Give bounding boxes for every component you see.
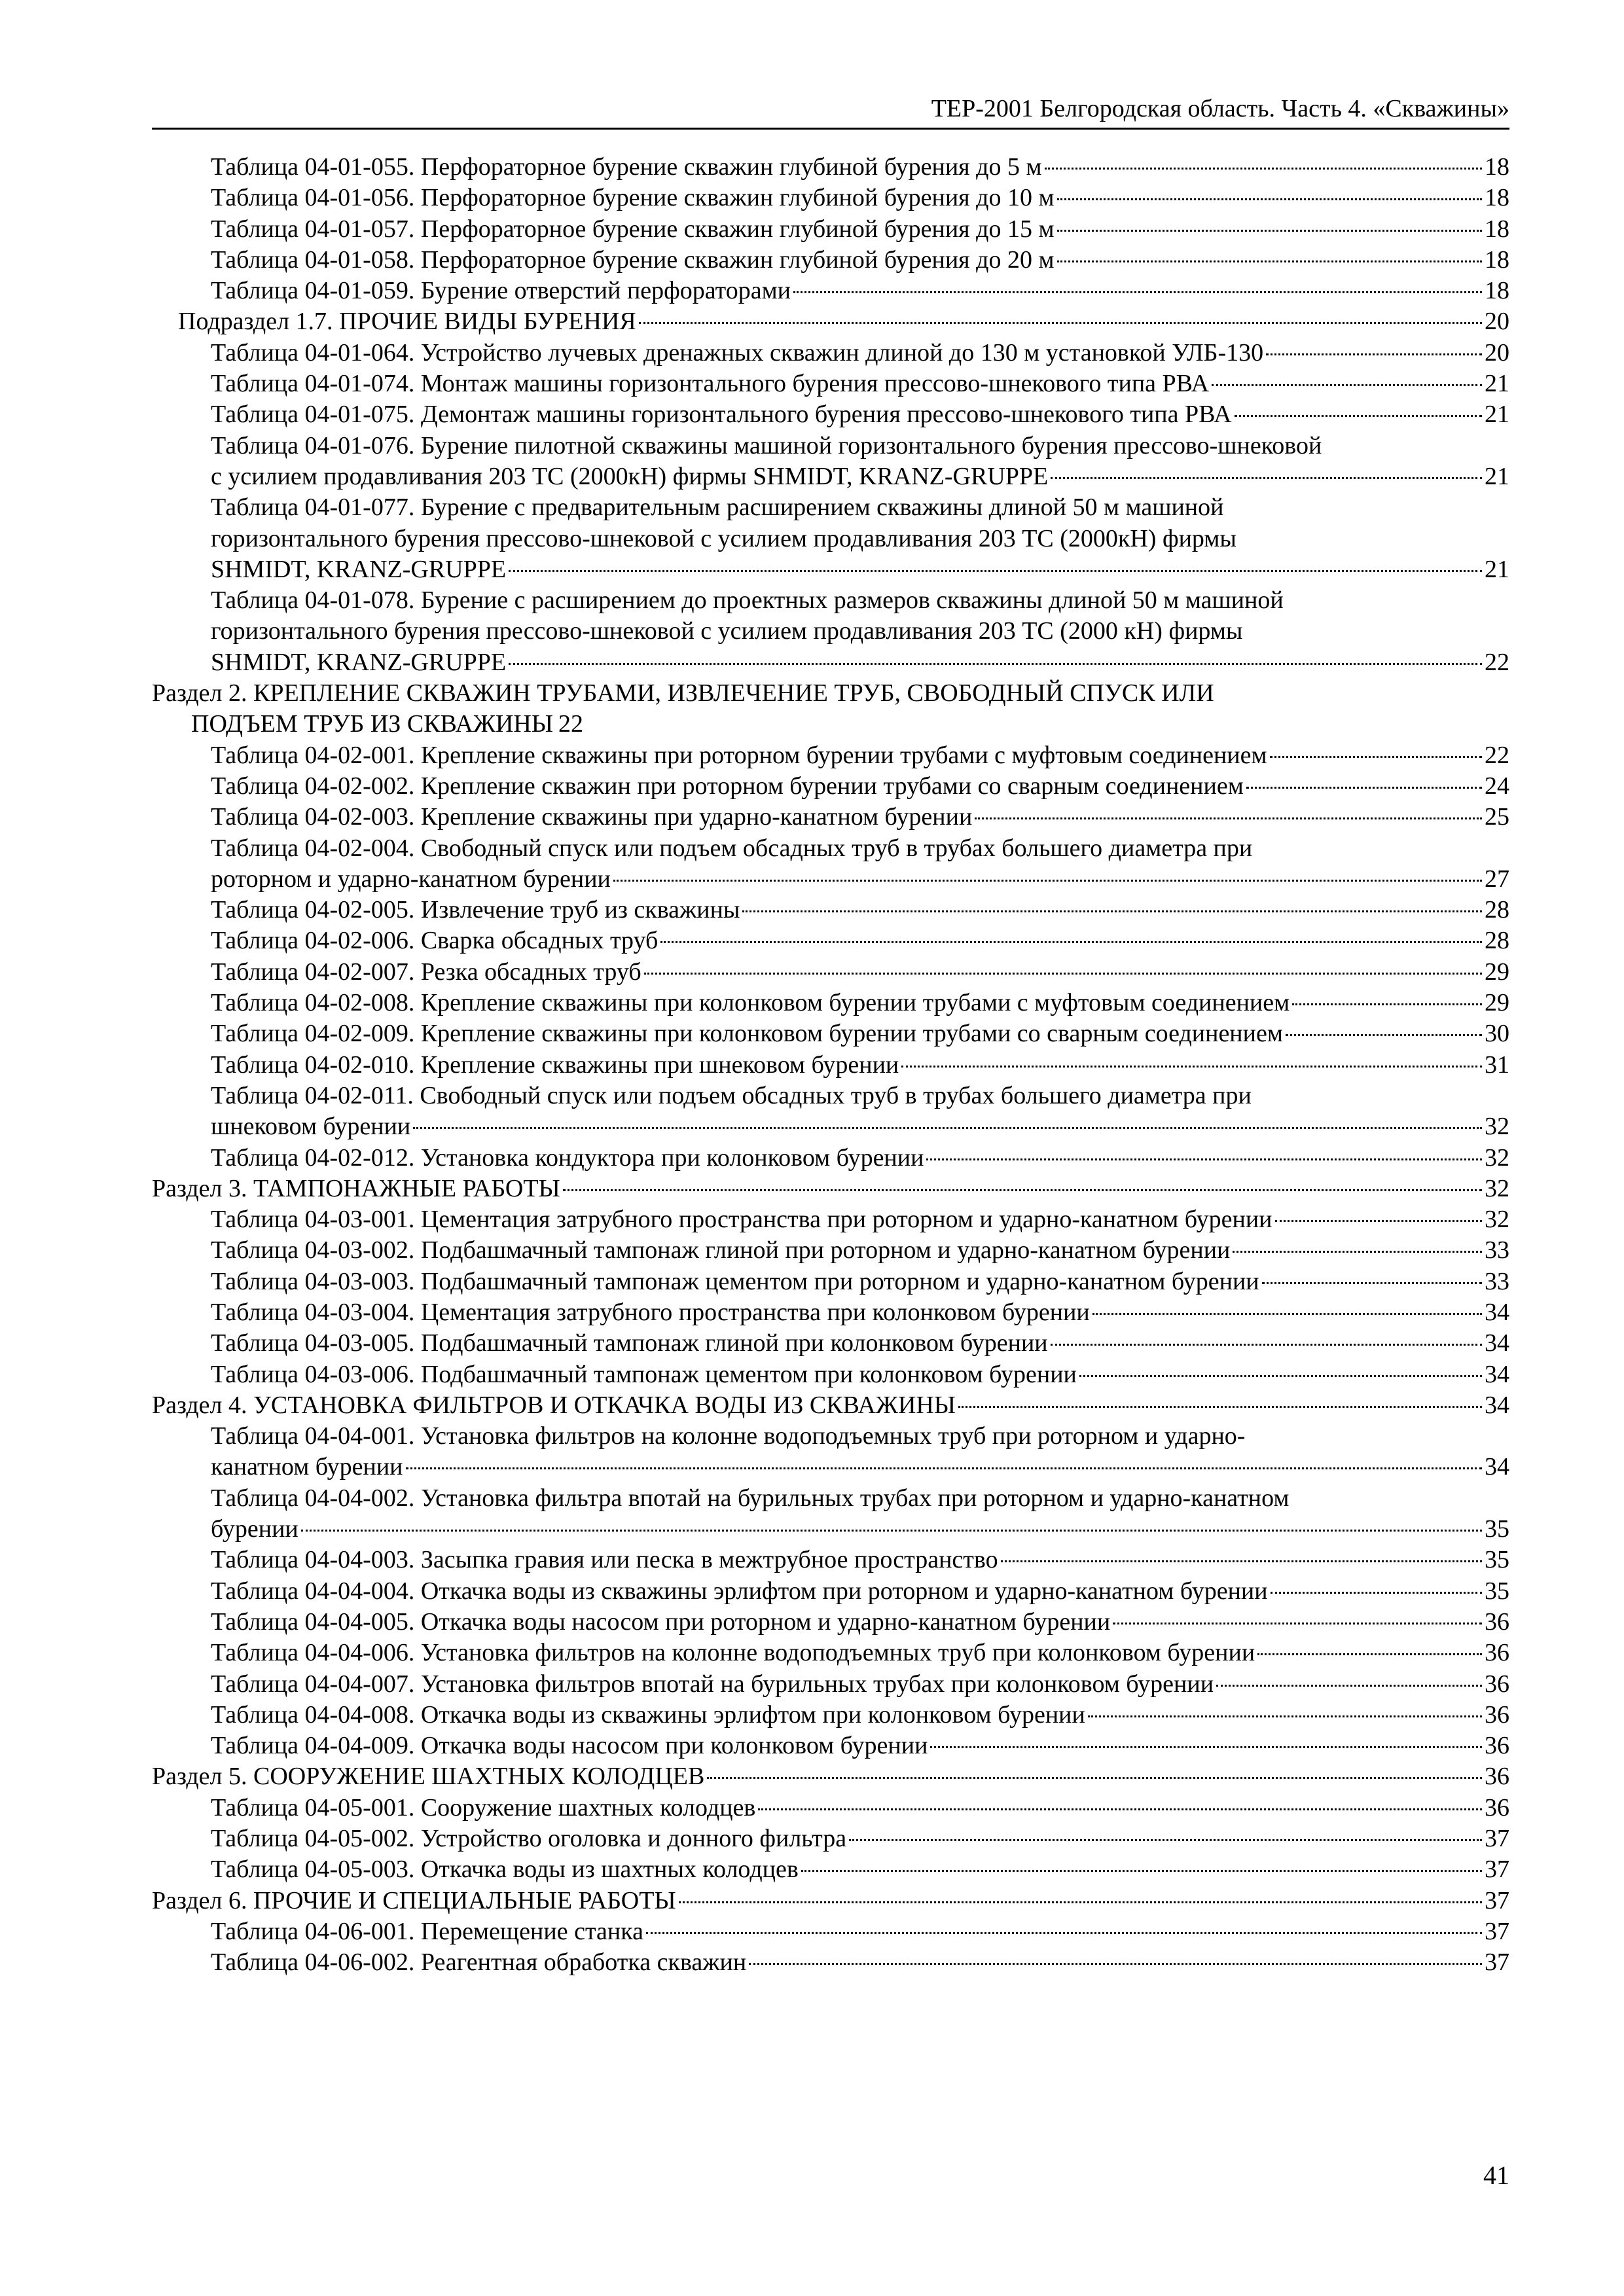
toc-entry-row (211, 152, 1509, 183)
toc-page-number: 36 (1485, 1700, 1509, 1729)
dot-leader (301, 1530, 1482, 1532)
toc-entry-title: шнековом бурении (211, 1113, 411, 1141)
toc-entry-title: Таблица 04-02-006. Сварка обсадных труб (211, 927, 659, 955)
toc-entry-title: канатном бурении (211, 1453, 403, 1481)
toc-entry-row (211, 245, 1509, 276)
toc-entry-title: Раздел 6. ПРОЧИЕ И СПЕЦИАЛЬНЫЕ РАБОТЫ (152, 1886, 676, 1914)
dot-leader (926, 1158, 1482, 1160)
toc-entry-row (211, 864, 1509, 895)
toc-entry-title: Таблица 04-04-005. Откачка воды насосом при роторном и ударно-канатном бурении (211, 1607, 1111, 1636)
toc-entry-title: Таблица 04-02-002. Крепление скважин при роторном бурении трубами со сварным соединением (211, 772, 1244, 800)
toc-table-entry[interactable] (152, 1576, 1509, 1607)
dot-leader (1212, 384, 1482, 386)
toc-entry-row (211, 1111, 1509, 1142)
toc-table-entry[interactable] (152, 1483, 1509, 1545)
toc-page-number: 21 (1485, 401, 1509, 429)
toc-entry-row (178, 306, 1509, 337)
toc-entry-row (152, 1390, 1509, 1421)
dot-leader (1275, 1220, 1482, 1222)
toc-table-entry[interactable] (152, 1700, 1509, 1731)
toc-entry-row (211, 1143, 1509, 1174)
toc-entry-row (152, 1886, 1509, 1916)
toc-table-entry[interactable] (152, 1607, 1509, 1638)
toc-page-number: 29 (1485, 958, 1509, 986)
toc-page-number: 25 (1485, 803, 1509, 831)
toc-table-entry[interactable] (152, 1669, 1509, 1700)
toc-page-number: 31 (1485, 1050, 1509, 1079)
toc-table-entry[interactable] (152, 895, 1509, 925)
toc-table-entry[interactable] (152, 1018, 1509, 1049)
dot-leader (679, 1901, 1482, 1903)
dot-leader (742, 910, 1482, 912)
dot-leader (1286, 1034, 1482, 1036)
toc-table-entry[interactable] (152, 1266, 1509, 1297)
toc-section[interactable] (152, 1174, 1509, 1204)
toc-entry-row (211, 1916, 1509, 1947)
toc-table-entry[interactable] (152, 399, 1509, 430)
toc-entry-line: Таблица 04-02-004. Свободный спуск или подъем обсадных труб в трубах большего диаметра при (211, 834, 1253, 862)
toc-table-entry[interactable] (152, 925, 1509, 956)
toc-entry-row (211, 368, 1509, 399)
toc-page-number: 37 (1485, 1856, 1509, 1884)
dot-leader (1271, 1592, 1482, 1594)
toc-page-number: 22 (1485, 741, 1509, 769)
toc-subsection[interactable] (152, 306, 1509, 337)
toc-entry-title: Таблица 04-04-006. Установка фильтров на колонне водоподъемных труб при колонковом бурении (211, 1639, 1255, 1667)
toc-page-number: 20 (1485, 308, 1509, 336)
toc-table-entry[interactable] (152, 740, 1509, 771)
toc-page-number: 35 (1485, 1577, 1509, 1605)
toc-entry-title: Раздел 3. ТАМПОНАЖНЫЕ РАБОТЫ (152, 1174, 560, 1202)
toc-page-number: 32 (1485, 1143, 1509, 1172)
toc-page-number: 36 (1485, 1732, 1509, 1760)
toc-entry-row (211, 338, 1509, 368)
dot-leader (1246, 787, 1482, 789)
dot-leader (1262, 1282, 1482, 1284)
toc-entry-line: горизонтального бурения прессово-шнековой с усилием продавливания 203 ТС (2000кН) фирмы (211, 524, 1236, 552)
toc-table-entry[interactable] (152, 802, 1509, 833)
toc-entry-line: Таблица 04-04-002. Установка фильтра впотай на бурильных трубах при роторном и ударно-канатном (211, 1484, 1290, 1512)
toc-page-number: 34 (1485, 1329, 1509, 1357)
toc-entry-title: Таблица 04-03-004. Цементация затрубного пространства при колонковом бурении (211, 1298, 1090, 1326)
toc-page-number: 29 (1485, 989, 1509, 1017)
toc-table-entry[interactable] (152, 585, 1509, 678)
toc-entry-row (211, 1452, 1509, 1482)
dot-leader (801, 1870, 1482, 1872)
toc-entry-row (152, 709, 1509, 740)
toc-entry-row (152, 1174, 1509, 1204)
toc-table-entry[interactable] (152, 771, 1509, 802)
dot-leader (749, 1963, 1482, 1965)
toc-entry-row (211, 1266, 1509, 1297)
toc-entry-title: Таблица 04-01-064. Устройство лучевых дренажных скважин длиной до 130 м установкой УЛБ-130 (211, 338, 1264, 367)
toc-page-number: 36 (1485, 1793, 1509, 1821)
toc-entry-row (211, 1297, 1509, 1328)
toc-table-entry[interactable] (152, 1545, 1509, 1575)
toc-entry-row (211, 925, 1509, 956)
toc-entry-title: Таблица 04-02-010. Крепление скважины при шнековом бурении (211, 1050, 899, 1079)
dot-leader (413, 1127, 1482, 1129)
toc-page-number: 34 (1485, 1391, 1509, 1419)
toc-table-entry[interactable] (152, 1143, 1509, 1174)
toc-page-number: 37 (1485, 1825, 1509, 1853)
toc-entry-row (211, 1669, 1509, 1700)
toc-page-number: 21 (1485, 370, 1509, 398)
toc-entry-title: Таблица 04-01-075. Демонтаж машины горизонтального бурения прессово-шнекового типа РВА (211, 401, 1232, 429)
toc-entry-row (211, 740, 1509, 771)
toc-entry-title: Таблица 04-02-001. Крепление скважины при роторном бурении трубами с муфтовым соединением (211, 741, 1267, 769)
dot-leader (1001, 1560, 1482, 1562)
dot-leader (646, 1932, 1482, 1934)
toc-entry-line: Таблица 04-01-077. Бурение с предварительным расширением скважины длиной 50 м машиной (211, 493, 1224, 522)
toc-entry-title: Таблица 04-02-005. Извлечение труб из скважины (211, 896, 740, 924)
toc-entry-row (211, 1545, 1509, 1575)
toc-page-number: 18 (1485, 184, 1509, 212)
toc-entry-title: Таблица 04-02-003. Крепление скважины при ударно-канатном бурении (211, 803, 973, 831)
dot-leader (509, 570, 1482, 572)
toc-entry-line: горизонтального бурения прессово-шнековой с усилием продавливания 203 ТС (2000 кН) фирмы (211, 617, 1243, 645)
dot-leader (1057, 230, 1482, 232)
toc-entry-row (211, 1235, 1509, 1266)
toc-page-number: 34 (1485, 1360, 1509, 1388)
toc-page-number: 22 (558, 710, 584, 738)
toc-section[interactable] (152, 1761, 1509, 1792)
toc-page-number: 33 (1485, 1267, 1509, 1295)
toc-entry-title: Таблица 04-01-059. Бурение отверстий перфораторами (211, 277, 791, 305)
toc-entry-title: Подраздел 1.7. ПРОЧИЕ ВИДЫ БУРЕНИЯ (178, 308, 636, 336)
dot-leader (930, 1746, 1482, 1748)
toc-entry-row (211, 771, 1509, 802)
toc-entry-title: Таблица 04-06-001. Перемещение станка (211, 1917, 643, 1945)
toc-entry-row (211, 554, 1509, 585)
toc-page-number: 36 (1485, 1763, 1509, 1791)
toc-page-number: 32 (1485, 1206, 1509, 1234)
dot-leader (1113, 1623, 1482, 1624)
toc-entry-row (211, 1514, 1509, 1545)
toc-entry-line: Таблица 04-04-001. Установка фильтров на колонне водоподъемных труб при роторном и ударно- (211, 1422, 1246, 1450)
toc-entry-line: Таблица 04-01-078. Бурение с расширением до проектных размеров скважины длиной 50 м машиной (211, 586, 1284, 615)
toc-entry-title: Таблица 04-01-057. Перфораторное бурение скважин глубиной бурения до 15 м (211, 215, 1055, 243)
toc-entry-row (211, 1793, 1509, 1823)
toc-table-entry[interactable] (152, 431, 1509, 493)
toc-table-entry[interactable] (152, 338, 1509, 368)
toc-table-entry[interactable] (152, 1916, 1509, 1947)
toc-entry-row (211, 1700, 1509, 1731)
toc-page-number: 35 (1485, 1546, 1509, 1574)
toc-entry-row (211, 1854, 1509, 1885)
toc-table-entry[interactable] (152, 1638, 1509, 1668)
toc-table-entry[interactable] (152, 183, 1509, 213)
toc-page-number: 28 (1485, 927, 1509, 955)
toc-entry-row (211, 1018, 1509, 1049)
toc-entry-title: Таблица 04-03-003. Подбашмачный тампонаж цементом при роторном и ударно-канатном бурении (211, 1267, 1259, 1295)
toc-entry-row (211, 1947, 1509, 1978)
toc-page-number: 27 (1485, 865, 1509, 893)
toc-entry-title: Таблица 04-02-012. Установка кондуктора при колонковом бурении (211, 1143, 924, 1172)
toc-table-entry[interactable] (152, 957, 1509, 988)
toc-page-number: 33 (1485, 1236, 1509, 1265)
toc-entry-title: ПОДЪЕМ ТРУБ ИЗ СКВАЖИНЫ (191, 710, 554, 738)
dot-leader (563, 1189, 1482, 1191)
toc-entry-title: Таблица 04-04-004. Откачка воды из скважины эрлифтом при роторном и ударно-канатном бурении (211, 1577, 1268, 1605)
dot-leader (406, 1467, 1483, 1469)
toc-entry-row (211, 1359, 1509, 1390)
toc-page-number: 35 (1485, 1515, 1509, 1543)
toc-entry-title: Раздел 5. СООРУЖЕНИЕ ШАХТНЫХ КОЛОДЦЕВ (152, 1763, 705, 1791)
toc-entry-title: SHMIDT, KRANZ-GRUPPE (211, 648, 507, 676)
dot-leader (1057, 260, 1482, 262)
toc-entry-row (211, 802, 1509, 833)
dot-leader (639, 322, 1482, 324)
toc-page-number: 36 (1485, 1639, 1509, 1667)
toc-entry-line: Таблица 04-02-011. Свободный спуск или подъем обсадных труб в трубах большего диаметра при (211, 1081, 1252, 1109)
toc-table-entry[interactable] (152, 152, 1509, 183)
toc-entry-row (211, 1204, 1509, 1235)
dot-leader (1051, 1344, 1482, 1346)
toc-entry-line: Раздел 2. КРЕПЛЕНИЕ СКВАЖИН ТРУБАМИ, ИЗВЛЕЧЕНИЕ ТРУБ, СВОБОДНЫЙ СПУСК ИЛИ (152, 679, 1214, 708)
toc-table-entry[interactable] (152, 1854, 1509, 1885)
toc-entry-title: роторном и ударно-канатном бурении (211, 865, 611, 893)
toc-entry-line: Таблица 04-01-076. Бурение пилотной скважины машиной горизонтального бурения прессово-шнековой (211, 431, 1322, 459)
toc-table-entry[interactable] (152, 1731, 1509, 1761)
toc-table-entry[interactable] (152, 492, 1509, 585)
toc-table-entry[interactable] (152, 1823, 1509, 1854)
dot-leader (660, 941, 1482, 943)
dot-leader (1235, 415, 1482, 417)
dot-leader (707, 1777, 1482, 1779)
header-rule (152, 128, 1509, 130)
dot-leader (1079, 1375, 1482, 1377)
toc-table-entry[interactable] (152, 1297, 1509, 1328)
dot-leader (1045, 168, 1482, 170)
dot-leader (1216, 1685, 1482, 1687)
toc-table-entry[interactable] (152, 1359, 1509, 1390)
toc-entry-row (211, 957, 1509, 988)
toc-entry-row (211, 214, 1509, 245)
toc-entry-row (211, 1050, 1509, 1081)
dot-leader (1088, 1715, 1482, 1717)
toc-entry-title: с усилием продавливания 203 ТС (2000кН) фирмы SHMIDT, KRANZ-GRUPPE (211, 462, 1049, 490)
toc-entry-title: Таблица 04-02-009. Крепление скважины при колонковом бурении трубами со сварным соединением (211, 1020, 1283, 1048)
toc-page-number: 20 (1485, 338, 1509, 367)
dot-leader (1051, 477, 1482, 479)
toc-table-entry[interactable] (152, 1328, 1509, 1359)
dot-leader (1292, 1003, 1482, 1005)
toc-entry-title: Таблица 04-05-003. Откачка воды из шахтных колодцев (211, 1856, 799, 1884)
toc-page-number: 18 (1485, 215, 1509, 243)
toc-page-number: 34 (1485, 1453, 1509, 1481)
toc-page-number: 18 (1485, 153, 1509, 181)
toc-section[interactable] (152, 1886, 1509, 1916)
toc-table-entry[interactable] (152, 1421, 1509, 1483)
toc-table-entry[interactable] (152, 368, 1509, 399)
toc-table-entry[interactable] (152, 1050, 1509, 1081)
toc-entry-row (211, 895, 1509, 925)
toc-page-number: 28 (1485, 896, 1509, 924)
dot-leader (509, 663, 1482, 665)
toc-page-number: 36 (1485, 1670, 1509, 1698)
toc-entry-title: бурении (211, 1515, 298, 1543)
dot-leader (613, 880, 1482, 882)
toc-section[interactable] (152, 1390, 1509, 1421)
toc-page-number: 30 (1485, 1020, 1509, 1048)
toc-entry-title: Таблица 04-03-001. Цементация затрубного пространства при роторном и ударно-канатном бурении (211, 1206, 1272, 1234)
toc-entry-row (211, 988, 1509, 1018)
toc-table-entry[interactable] (152, 1081, 1509, 1143)
dot-leader (849, 1839, 1482, 1841)
toc-entry-title: Таблица 04-06-002. Реагентная обработка скважин (211, 1948, 747, 1977)
dot-leader (1266, 353, 1482, 355)
toc-entry-row (211, 1638, 1509, 1668)
toc-entry-title: Таблица 04-01-056. Перфораторное бурение скважин глубиной бурения до 10 м (211, 184, 1055, 212)
toc-page-number: 36 (1485, 1607, 1509, 1636)
toc-page-number: 21 (1485, 555, 1509, 583)
toc-entry-row (211, 183, 1509, 213)
toc-entry-row (152, 1761, 1509, 1792)
toc-entry-row (211, 1731, 1509, 1761)
toc-entry-row (211, 399, 1509, 430)
toc-table-entry[interactable] (152, 276, 1509, 306)
dot-leader (975, 817, 1482, 819)
toc-entry-title: Таблица 04-04-003. Засыпка гравия или песка в межтрубное пространство (211, 1546, 998, 1574)
toc-entry-title: Таблица 04-03-005. Подбашмачный тампонаж глиной при колонковом бурении (211, 1329, 1048, 1357)
toc-entry-title: Таблица 04-04-007. Установка фильтров впотай на бурильных трубах при колонковом бурении (211, 1670, 1214, 1698)
dot-leader (1092, 1313, 1482, 1315)
toc-entry-title: Таблица 04-05-001. Сооружение шахтных колодцев (211, 1793, 756, 1821)
page-number: 41 (1483, 2161, 1509, 2190)
toc-table-entry[interactable] (152, 988, 1509, 1018)
toc-entry-title: Таблица 04-02-007. Резка обсадных труб (211, 958, 641, 986)
toc-page-number: 18 (1485, 277, 1509, 305)
toc-entry-title: SHMIDT, KRANZ-GRUPPE (211, 555, 507, 583)
toc-page-number: 24 (1485, 772, 1509, 800)
toc-page-number: 37 (1485, 1948, 1509, 1977)
toc-entry-title: Таблица 04-05-002. Устройство оголовка и донного фильтра (211, 1825, 847, 1853)
toc-entry-title: Таблица 04-01-058. Перфораторное бурение скважин глубиной бурения до 20 м (211, 245, 1055, 274)
toc-table-entry[interactable] (152, 1793, 1509, 1823)
toc-entry-title: Таблица 04-04-009. Откачка воды насосом при колонковом бурении (211, 1732, 928, 1760)
dot-leader (901, 1066, 1482, 1067)
toc-entry-title: Таблица 04-03-006. Подбашмачный тампонаж цементом при колонковом бурении (211, 1360, 1077, 1388)
dot-leader (1233, 1251, 1482, 1253)
dot-leader (644, 973, 1482, 975)
dot-leader (793, 291, 1482, 293)
toc-entry-row (211, 1576, 1509, 1607)
dot-leader (758, 1808, 1482, 1810)
toc-table-entry[interactable] (152, 245, 1509, 276)
toc-table-entry[interactable] (152, 1947, 1509, 1978)
toc-page-number: 37 (1485, 1917, 1509, 1945)
toc-section[interactable] (152, 678, 1509, 740)
toc-entry-row (211, 1607, 1509, 1638)
dot-leader (1270, 756, 1482, 758)
toc-page-number: 18 (1485, 245, 1509, 274)
toc-table-entry[interactable] (152, 1204, 1509, 1235)
toc-entry-title: Таблица 04-04-008. Откачка воды из скважины эрлифтом при колонковом бурении (211, 1700, 1085, 1729)
toc-entry-title: Раздел 4. УСТАНОВКА ФИЛЬТРОВ И ОТКАЧКА ВОДЫ ИЗ СКВАЖИНЫ (152, 1391, 956, 1419)
toc-page-number: 32 (1485, 1174, 1509, 1202)
table-of-contents (152, 152, 1509, 1979)
toc-entry-row (211, 647, 1509, 678)
running-header: ТЕР-2001 Белгородская область. Часть 4. «Скважины» (931, 95, 1509, 122)
dot-leader (1057, 198, 1482, 200)
toc-entry-row (211, 1823, 1509, 1854)
toc-entry-row (211, 1328, 1509, 1359)
toc-page-number: 22 (1485, 648, 1509, 676)
toc-page-number: 32 (1485, 1113, 1509, 1141)
toc-entry-row (211, 276, 1509, 306)
dot-leader (1257, 1653, 1482, 1655)
toc-page-number: 34 (1485, 1298, 1509, 1326)
toc-table-entry[interactable] (152, 1235, 1509, 1266)
toc-entry-row (211, 461, 1509, 492)
toc-entry-title: Таблица 04-02-008. Крепление скважины при колонковом бурении трубами с муфтовым соединением (211, 989, 1290, 1017)
toc-page-number: 21 (1485, 462, 1509, 490)
toc-entry-title: Таблица 04-03-002. Подбашмачный тампонаж глиной при роторном и ударно-канатном бурении (211, 1236, 1231, 1265)
dot-leader (958, 1406, 1482, 1408)
toc-page-number: 37 (1485, 1886, 1509, 1914)
toc-entry-title: Таблица 04-01-074. Монтаж машины горизонтального бурения прессово-шнекового типа РВА (211, 370, 1210, 398)
toc-entry-title: Таблица 04-01-055. Перфораторное бурение скважин глубиной бурения до 5 м (211, 153, 1042, 181)
toc-table-entry[interactable] (152, 214, 1509, 245)
toc-table-entry[interactable] (152, 833, 1509, 895)
